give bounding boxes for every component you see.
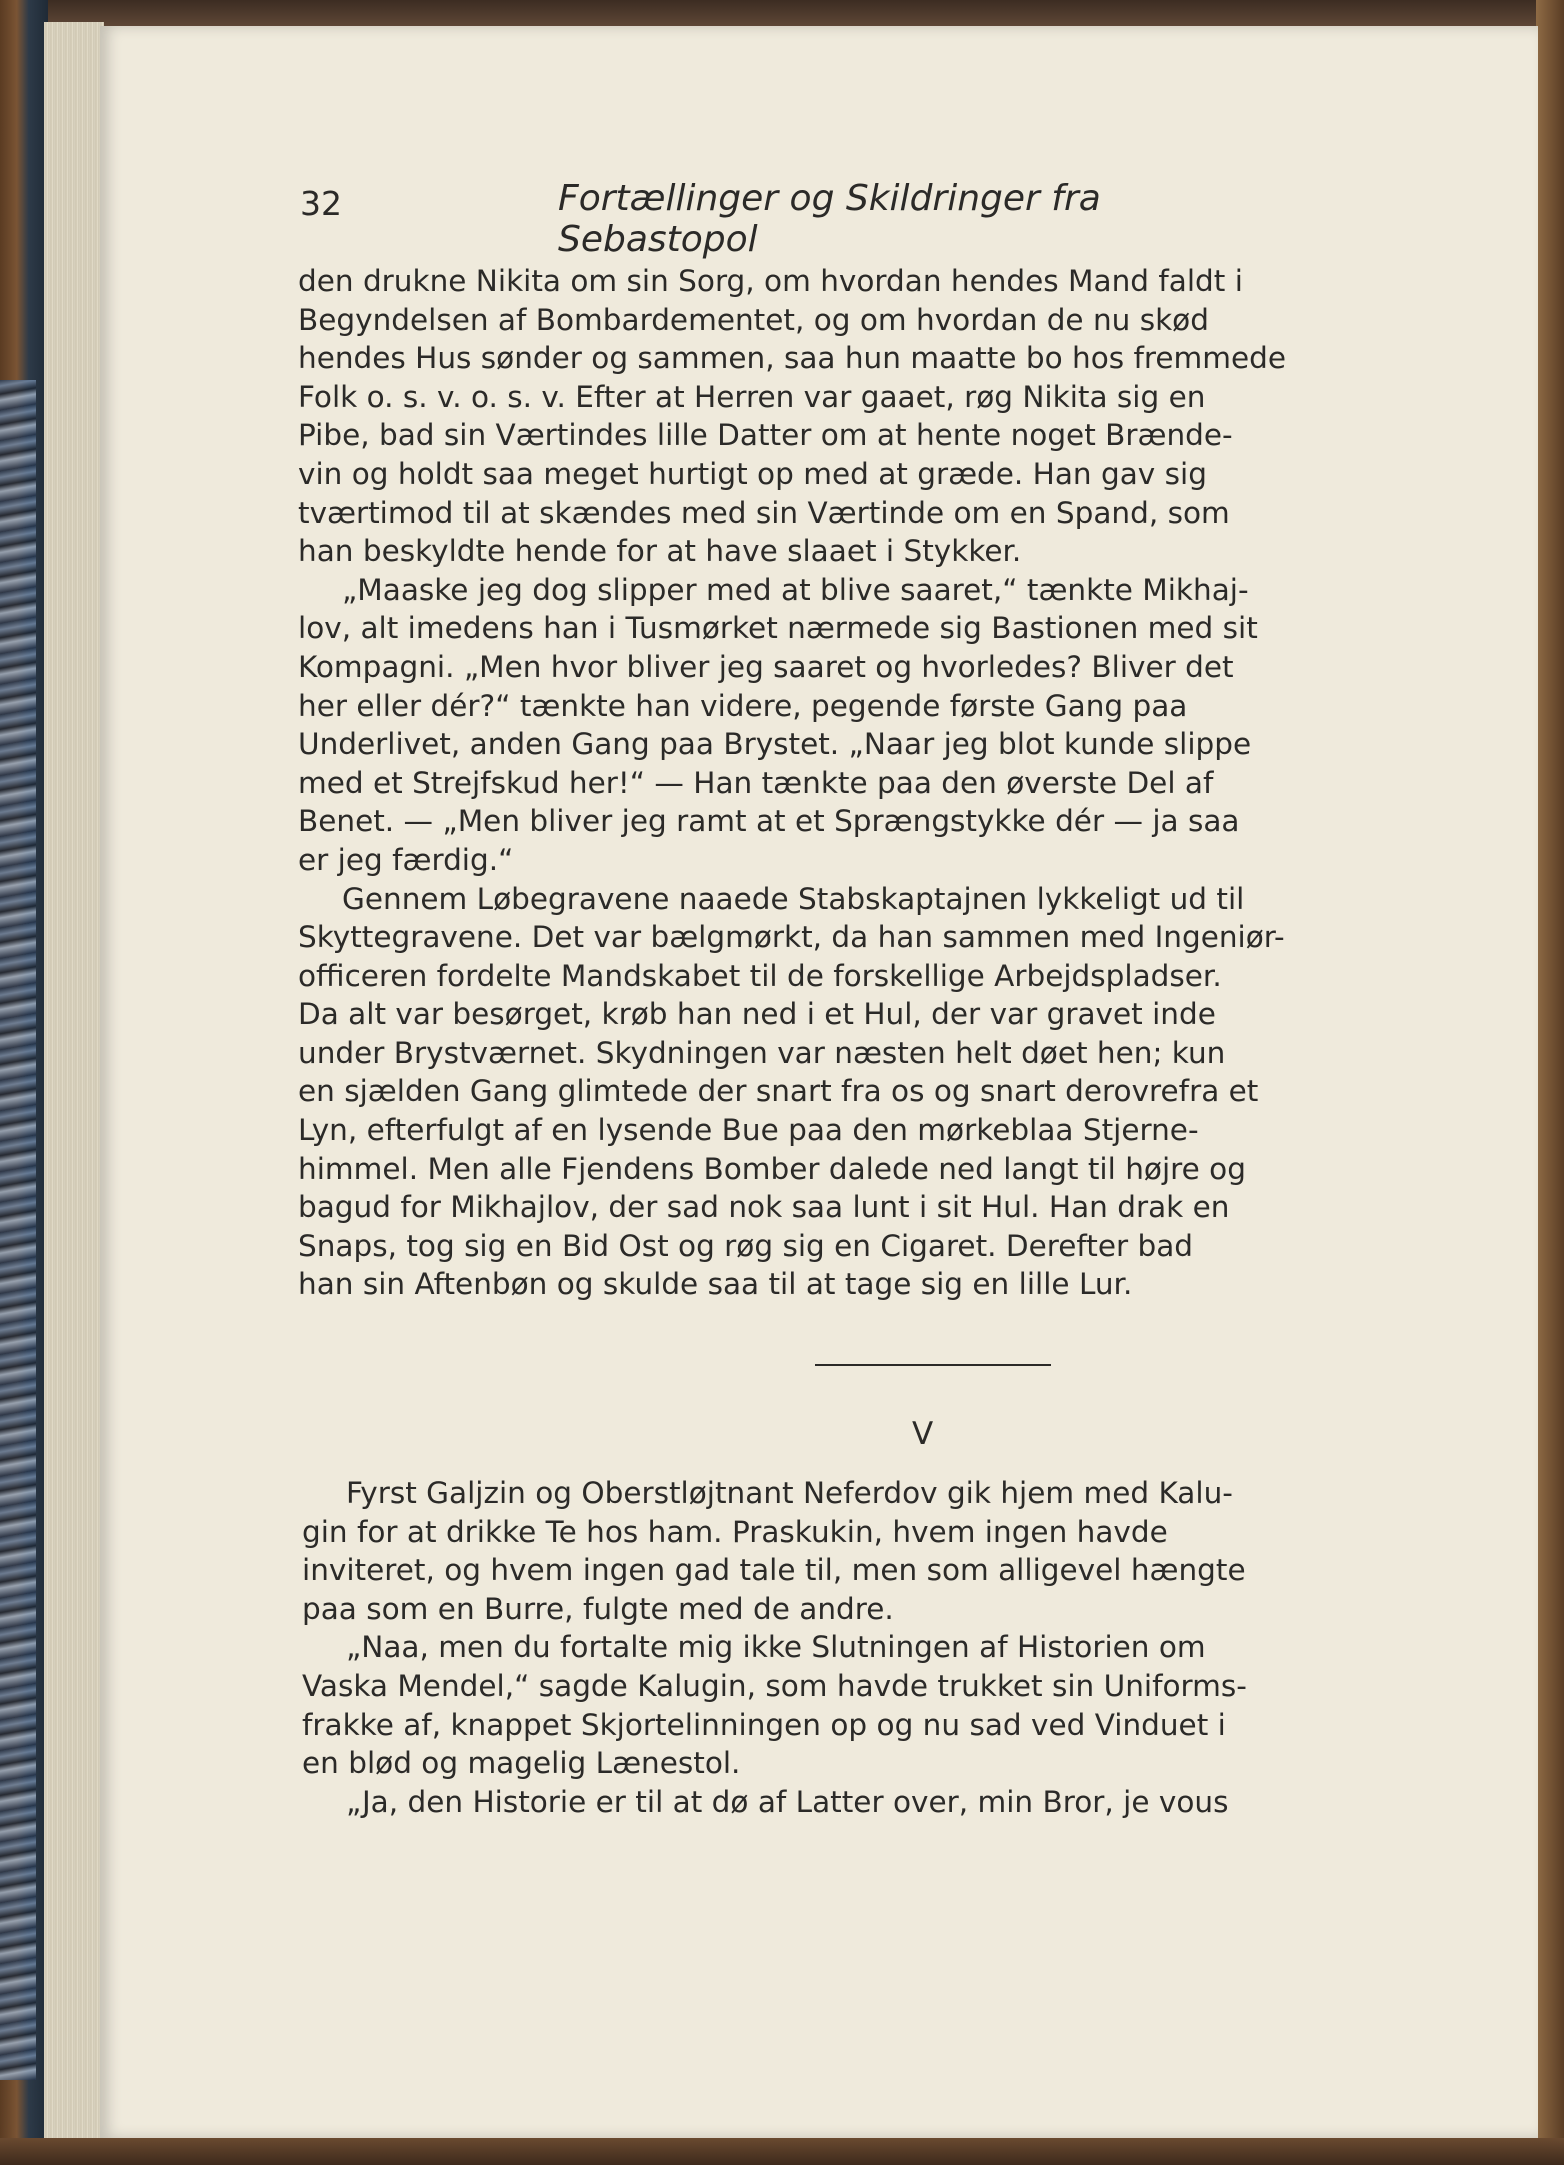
text-line: himmel. Men alle Fjendens Bomber dalede ned langt til højre og xyxy=(298,1151,1246,1186)
text-line: officeren fordelte Mandskabet til de forskellige Arbejdspladser. xyxy=(298,958,1222,993)
text-line: han beskyldte hende for at have slaaet i Stykker. xyxy=(298,534,1022,569)
text-line: han sin Aftenbøn og skulde saa til at tage sig en lille Lur. xyxy=(298,1267,1133,1302)
text-line: Benet. — „Men bliver jeg ramt at et Sprængstykke dér — ja saa xyxy=(298,804,1240,839)
text-line: er jeg færdig.“ xyxy=(298,842,514,877)
section-heading: V xyxy=(912,1416,934,1452)
body-text-before xyxy=(298,262,1287,1304)
text-line: „Ja, den Historie er til at dø af Latter over, min Bror, je vous xyxy=(346,1784,1229,1819)
book-binding-top xyxy=(0,0,1564,26)
text-line: under Brystværnet. Skydningen var næsten helt døet hen; kun xyxy=(298,1035,1226,1070)
page-edges xyxy=(44,22,104,2152)
text-line: paa som en Burre, fulgte med de andre. xyxy=(302,1591,894,1626)
text-line: Da alt var besørget, krøb han ned i et Hul, der var gravet inde xyxy=(298,997,1216,1032)
text-line: Kompagni. „Men hvor bliver jeg saaret og hvorledes? Bliver det xyxy=(298,649,1234,684)
text-line: lov, alt imedens han i Tusmørket nærmede sig Bastionen med sit xyxy=(298,611,1258,646)
text-line: Vaska Mendel,“ sagde Kalugin, som havde trukket sin Uniforms- xyxy=(302,1668,1247,1703)
text-line: Pibe, bad sin Værtindes lille Datter om at hente noget Brænde- xyxy=(298,418,1233,453)
text-line: inviteret, og hvem ingen gad tale til, men som alligevel hængte xyxy=(302,1553,1246,1588)
book-binding-bottom xyxy=(0,2138,1564,2165)
book-binding-right xyxy=(1536,0,1564,2165)
text-line: bagud for Mikhajlov, der sad nok saa lunt i sit Hul. Han drak en xyxy=(298,1190,1230,1225)
text-line: Folk o. s. v. o. s. v. Efter at Herren var gaaet, røg Nikita sig en xyxy=(298,379,1206,414)
text-line: tværtimod til at skændes med sin Værtinde om en Spand, som xyxy=(298,495,1230,530)
text-line: den drukne Nikita om sin Sorg, om hvordan hendes Mand faldt i xyxy=(298,264,1243,298)
text-line: hendes Hus sønder og sammen, saa hun maatte bo hos fremmede xyxy=(298,341,1287,376)
text-line: frakke af, knappet Skjortelinningen op og nu sad ved Vinduet i xyxy=(302,1707,1226,1742)
text-line: „Naa, men du fortalte mig ikke Slutningen af Historien om xyxy=(346,1630,1206,1665)
text-line: Lyn, efterfulgt af en lysende Bue paa den mørkeblaa Stjerne- xyxy=(298,1113,1199,1148)
text-line: en sjælden Gang glimtede der snart fra os og snart derovrefra et xyxy=(298,1074,1259,1109)
text-line: Fyrst Galjzin og Oberstløjtnant Neferdov gik hjem med Kalu- xyxy=(346,1476,1233,1510)
page-number: 32 xyxy=(300,184,342,223)
text-line: Underlivet, anden Gang paa Brystet. „Naar jeg blot kunde slippe xyxy=(298,727,1252,762)
text-line: Begyndelsen af Bombardementet, og om hvordan de nu skød xyxy=(298,302,1209,337)
text-line: Snaps, tog sig en Bid Ost og røg sig en Cigaret. Derefter bad xyxy=(298,1228,1194,1263)
text-line: her eller dér?“ tænkte han videre, pegende første Gang paa xyxy=(298,688,1188,723)
section-divider xyxy=(815,1364,1051,1366)
body-text-after xyxy=(302,1474,1247,1821)
marbled-endpaper xyxy=(0,380,36,2080)
text-line: „Maaske jeg dog slipper med at blive saaret,“ tænkte Mikhaj- xyxy=(342,572,1249,607)
running-title: Fortællinger og Skildringer fra Sebastopol xyxy=(558,178,1101,260)
page-header xyxy=(300,178,1280,260)
text-line: Gennem Løbegravene naaede Stabskaptajnen lykkeligt ud til xyxy=(342,881,1245,916)
text-line: gin for at drikke Te hos ham. Praskukin, hvem ingen havde xyxy=(302,1514,1168,1549)
text-line: med et Strejfskud her!“ — Han tænkte paa den øverste Del af xyxy=(298,765,1214,800)
text-line: en blød og magelig Lænestol. xyxy=(302,1746,741,1781)
text-line: vin og holdt saa meget hurtigt op med at græde. Han gav sig xyxy=(298,456,1207,491)
text-line: Skyttegravene. Det var bælgmørkt, da han sammen med Ingeniør- xyxy=(298,920,1285,955)
